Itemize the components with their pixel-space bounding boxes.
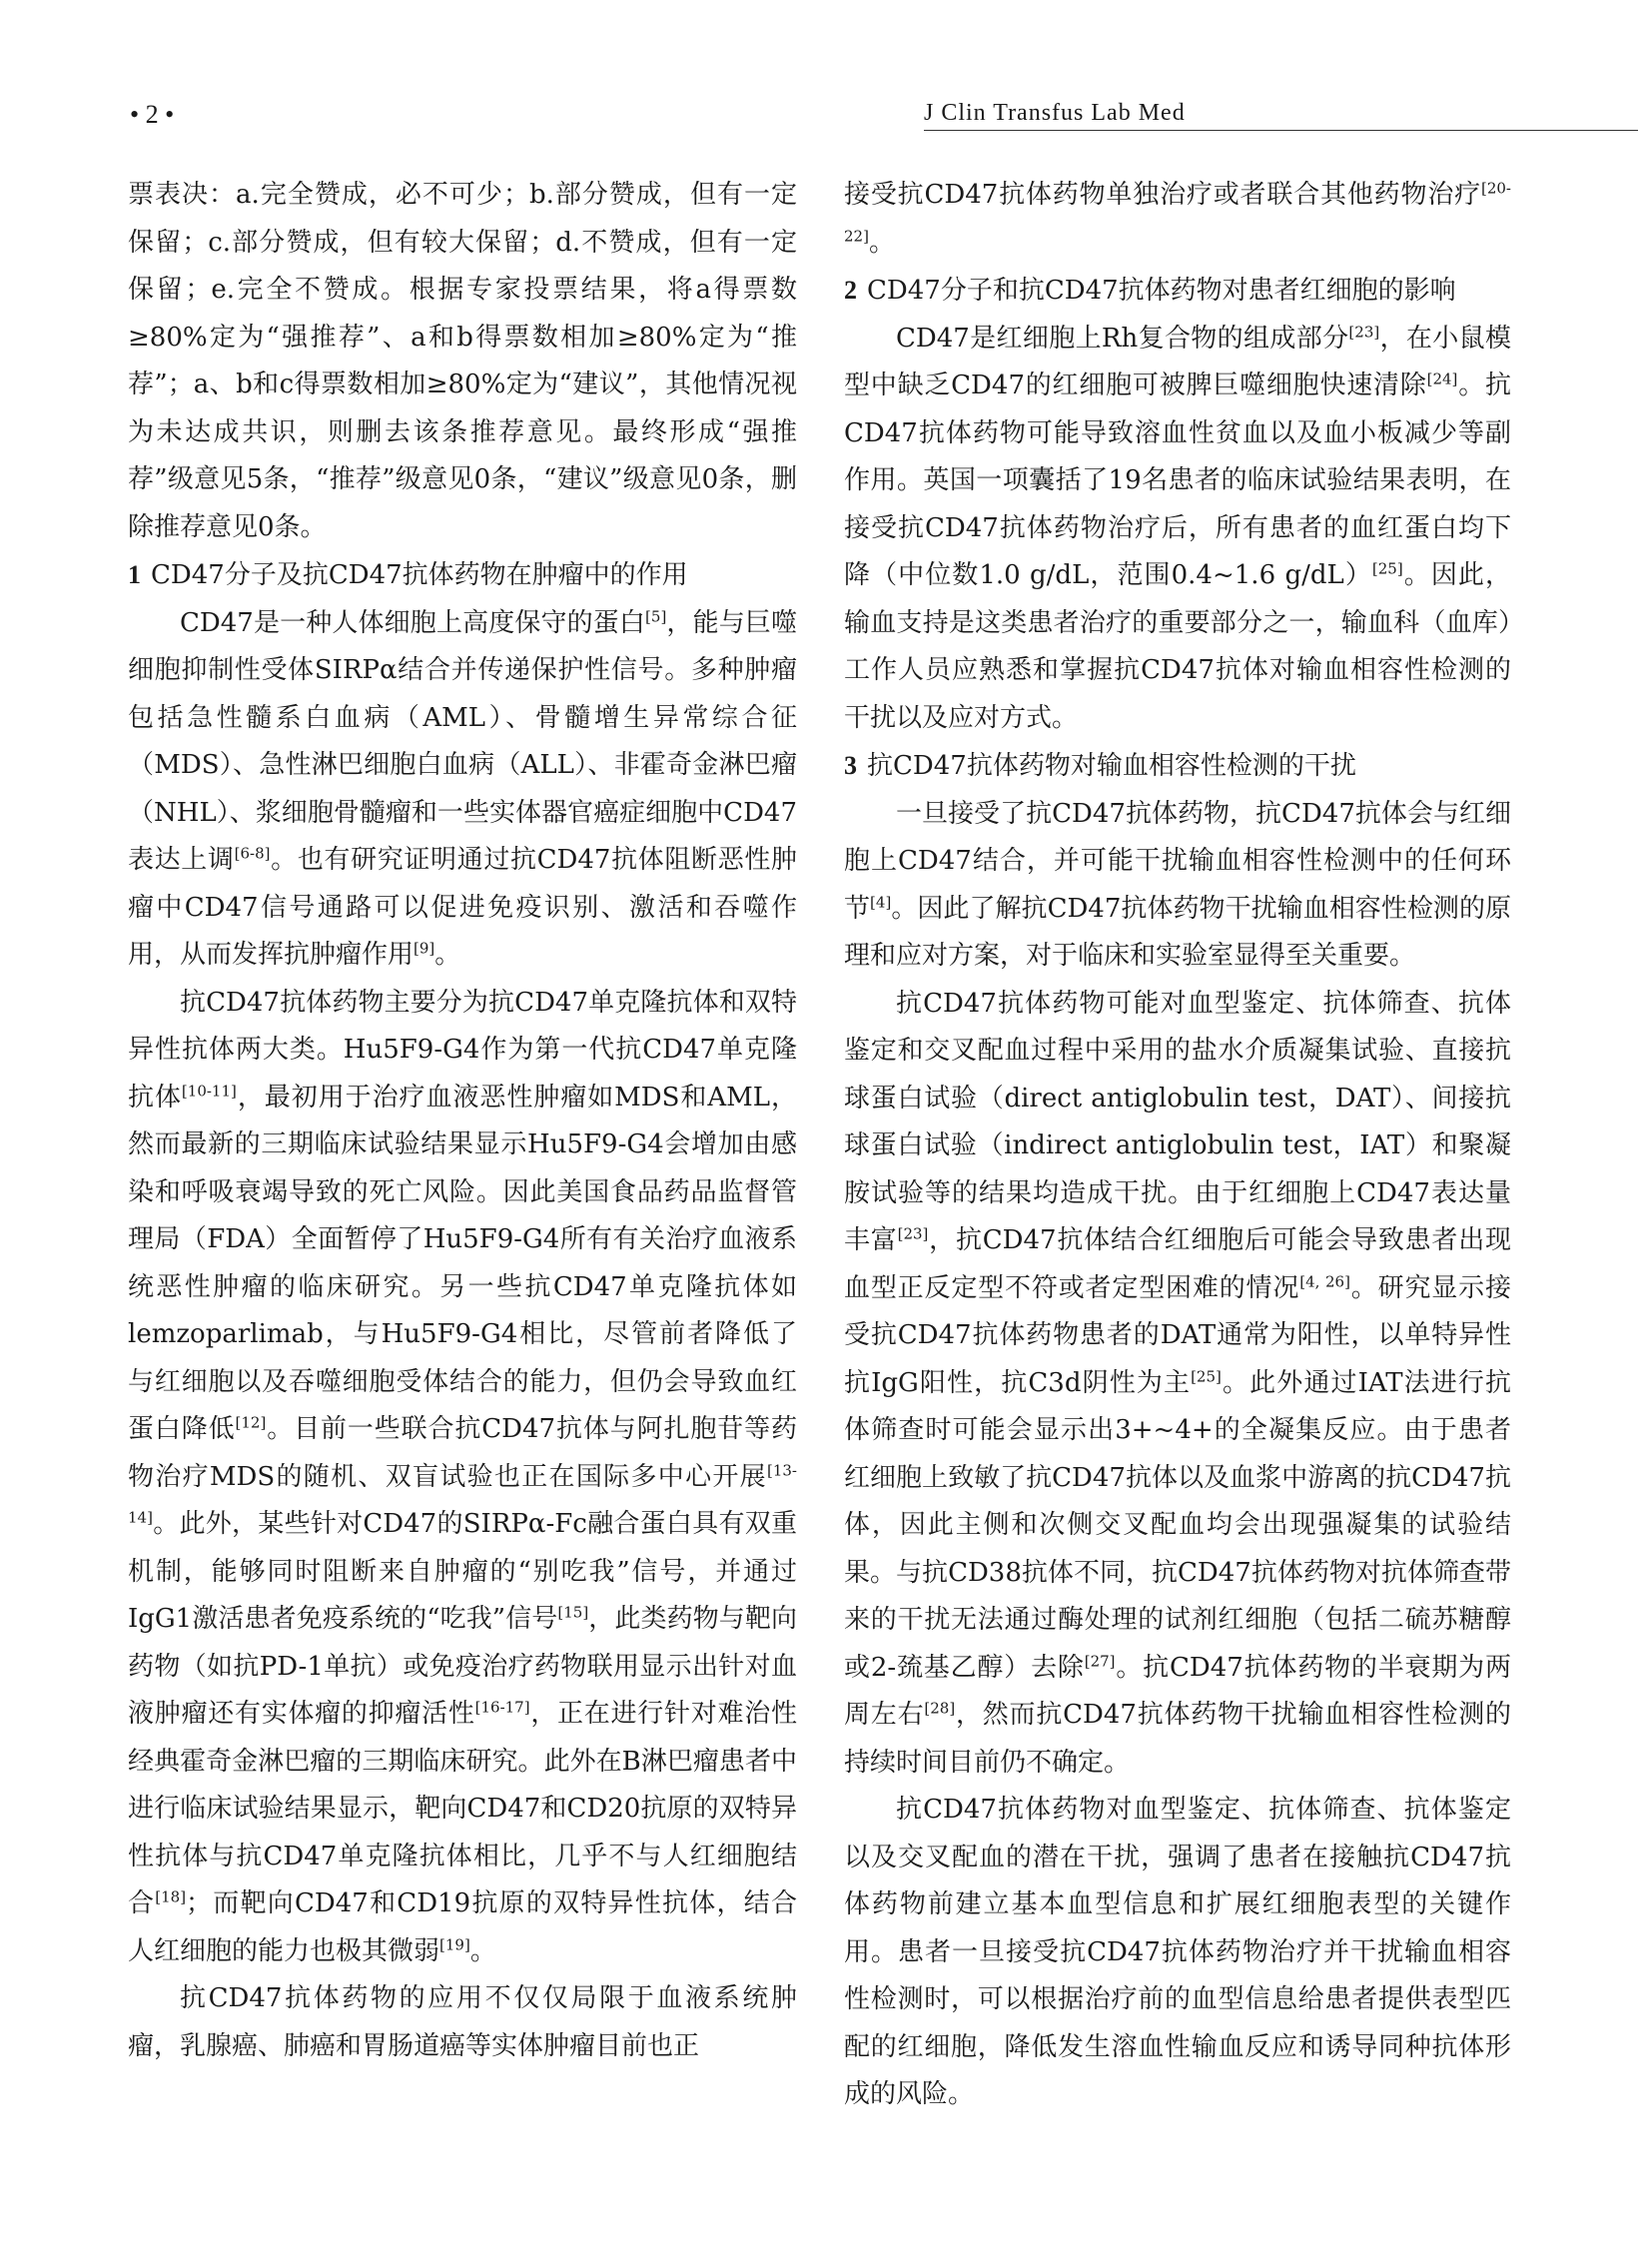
citation: [25] <box>1191 1366 1222 1385</box>
text-run: 。 <box>868 227 895 258</box>
section-title: CD47分子和抗CD47抗体药物对患者红细胞的影响 <box>867 276 1456 306</box>
text-run: 。 <box>434 940 461 970</box>
section-number: 3 <box>844 751 857 780</box>
citation: [24] <box>1426 370 1458 388</box>
text-run: ，能与巨噬细胞抑制性受体SIRPα结合并传递保护性信号。多种肿瘤包括急性髓系白血病（AML）、骨髓增生异常综合征（MDS）、急性淋巴细胞白血病（ALL）、非霍奇金淋巴瘤（NHL）、浆细胞骨髓瘤和一些实体器官癌症细胞中CD47表达上调 <box>128 607 797 875</box>
paragraph <box>844 172 1511 267</box>
section-title: CD47分子及抗CD47抗体药物在肿瘤中的作用 <box>151 560 688 590</box>
text-run: ，然而抗CD47抗体药物干扰输血相容性检测的持续时间目前仍不确定。 <box>844 1700 1511 1778</box>
text-run: 。 <box>469 1935 496 1966</box>
citation: [6-8] <box>234 844 271 863</box>
citation: [18] <box>155 1887 187 1906</box>
text-run: ；而靶向CD47和CD19抗原的双特异性抗体，结合人红细胞的能力也极其微弱 <box>128 1888 797 1966</box>
paragraph <box>844 981 1511 1788</box>
paragraph <box>128 600 797 980</box>
citation: [16-17] <box>474 1698 530 1717</box>
text-run: CD47是一种人体细胞上高度保守的蛋白 <box>180 607 646 638</box>
text-run: ，此类药物与靶向药物（如抗PD-1单抗）或免疫治疗药物联用显示出针对血液肿瘤还有实体瘤的抑瘤活性 <box>128 1604 797 1729</box>
paragraph <box>844 791 1511 981</box>
text-run: ，抗CD47抗体结合红细胞后可能会导致患者出现血型正反定型不符或者定型困难的情况 <box>844 1225 1511 1303</box>
text-run: 。也有研究证明通过抗CD47抗体阻断恶性肿瘤中CD47信号通路可以促进免疫识别、激活和吞噬作用，从而发挥抗肿瘤作用 <box>128 845 797 970</box>
citation: [20-22] <box>844 179 1511 245</box>
paragraph: 抗CD47抗体药物对血型鉴定、抗体筛查、抗体鉴定以及交叉配血的潜在干扰，强调了患者在接触抗CD47抗体药物前建立基本血型信息和扩展红细胞表型的关键作用。患者一旦接受抗CD47抗体药物治疗并干扰输血相容性检测时，可以根据治疗前的血型信息给患者提供表型匹配的红细胞，降低发生溶血性输血反应和诱导同种抗体形成的风险。 <box>844 1795 1511 2109</box>
text-run: 抗CD47抗体药物可能对血型鉴定、抗体筛查、抗体鉴定和交叉配血过程中采用的盐水介质凝集试验、直接抗球蛋白试验（direct antiglobulin test，DAT）、间接抗球蛋白试验（indirect antiglobulin test，IAT）和聚凝胺试验等的结果均造成干扰。由于红细胞上CD47表达量丰富 <box>844 988 1511 1255</box>
text-run: 接受抗CD47抗体药物单独治疗或者联合其他药物治疗 <box>844 180 1481 210</box>
right-column <box>844 172 1511 2119</box>
citation: [12] <box>235 1413 267 1432</box>
citation: [19] <box>439 1934 470 1953</box>
text-run: 。因此，输血支持是这类患者治疗的重要部分之一，输血科（血库）工作人员应熟悉和掌握抗CD47抗体对输血相容性检测的干扰以及应对方式。 <box>844 560 1511 733</box>
text-run: ，最初用于治疗血液恶性肿瘤如MDS和AML，然而最新的三期临床试验结果显示Hu5F9-G4会增加由感染和呼吸衰竭导致的死亡风险。因此美国食品药品监督管理局（FDA）全面暂停了Hu5F9-G4所有有关治疗血液系统恶性肿瘤的临床研究。另一些抗CD47单克隆抗体如lemzoparlimab，与Hu5F9-G4相比，尽管前者降低了与红细胞以及吞噬细胞受体结合的能力，但仍会导致血红蛋白降低 <box>128 1082 797 1444</box>
citation: [27] <box>1084 1651 1116 1670</box>
citation: [10-11] <box>181 1081 237 1100</box>
text-run: 抗CD47抗体药物主要分为抗CD47单克隆抗体和双特异性抗体两大类。Hu5F9-G4作为第一代抗CD47单克隆抗体 <box>128 987 797 1113</box>
citation: [9] <box>413 939 435 958</box>
text-run: 。目前一些联合抗CD47抗体与阿扎胞苷等药物治疗MDS的随机、双盲试验也正在国际多中心开展 <box>128 1414 797 1492</box>
section-number: 2 <box>844 276 857 305</box>
citation: [4] <box>870 892 892 911</box>
paragraph <box>844 316 1511 743</box>
citation: [4, 26] <box>1299 1271 1350 1290</box>
journal-title: J Clin Transfus Lab Med <box>924 100 1186 126</box>
text-run: 。因此了解抗CD47抗体药物干扰输血相容性检测的原理和应对方案，对于临床和实验室显得至关重要。 <box>844 893 1511 971</box>
citation: [15] <box>557 1603 589 1622</box>
citation: [23] <box>897 1224 929 1243</box>
header-rule <box>924 130 1638 131</box>
page-header <box>130 100 1508 140</box>
page-number: • 2 • <box>130 100 175 129</box>
section-heading-3 <box>844 742 1511 791</box>
citation: [28] <box>924 1699 956 1718</box>
text-run: 。抗CD47抗体药物的半衰期为两周左右 <box>844 1652 1512 1730</box>
paragraph: 票表决：a.完全赞成，必不可少；b.部分赞成，但有一定保留；c.部分赞成，但有较大保留；d.不赞成，但有一定保留；e.完全不赞成。根据专家投票结果，将a得票数≥80%定为“强推荐”、a和b得票数相加≥80%定为“推荐”；a、b和c得票数相加≥80%定为“建议”，其他情况视为未达成共识，则删去该条推荐意见。最终形成“强推荐”级意见5条，“推荐”级意见0条，“建议”级意见0条，删除推荐意见0条。 <box>128 180 797 542</box>
left-column <box>128 172 797 2070</box>
section-heading-2 <box>844 267 1511 316</box>
citation: [23] <box>1348 322 1380 341</box>
text-run: 一旦接受了抗CD47抗体药物，抗CD47抗体会与红细胞上CD47结合，并可能干扰输血相容性检测中的任何环节 <box>844 798 1511 924</box>
text-run: ，正在进行针对难治性经典霍奇金淋巴瘤的三期临床研究。此外在B淋巴瘤患者中进行临床试验结果显示，靶向CD47和CD20抗原的双特异性抗体与抗CD47单克隆抗体相比，几乎不与人红细胞结合 <box>128 1699 797 1918</box>
text-run: 。研究显示接受抗CD47抗体药物患者的DAT通常为阳性，以单特异性抗IgG阳性，抗C3d阴性为主 <box>844 1272 1511 1398</box>
citation: [13-14] <box>128 1460 797 1527</box>
text-run: 。此外通过IAT法进行抗体筛查时可能会显示出3+~4+的全凝集反应。由于患者红细胞上致敏了抗CD47抗体以及血浆中游离的抗CD47抗体，因此主侧和次侧交叉配血均会出现强凝集的试验结果。与抗CD38抗体不同，抗CD47抗体药物对抗体筛查带来的干扰无法通过酶处理的试剂红细胞（包括二硫苏糖醇或2-巯基乙醇）去除 <box>844 1367 1512 1683</box>
text-run: ，在小鼠模型中缺乏CD47的红细胞可被脾巨噬细胞快速清除 <box>844 323 1511 400</box>
text-run: 。抗CD47抗体药物可能导致溶血性贫血以及血小板减少等副作用。英国一项囊括了19名患者的临床试验结果表明，在接受抗CD47抗体药物治疗后，所有患者的血红蛋白均下降（中位数1.0 g/dL，范围0.4~1.6 g/dL） <box>844 371 1511 590</box>
section-title: 抗CD47抗体药物对输血相容性检测的干扰 <box>867 751 1356 781</box>
section-number: 1 <box>128 560 141 589</box>
text-run: CD47是红细胞上Rh复合物的组成部分 <box>896 323 1349 354</box>
paragraph <box>128 980 797 1976</box>
citation: [5] <box>645 606 667 625</box>
paragraph: 抗CD47抗体药物的应用不仅仅局限于血液系统肿瘤，乳腺癌、肺癌和胃肠道癌等实体肿瘤目前也正 <box>128 1983 797 2061</box>
citation: [25] <box>1371 559 1403 578</box>
text-run: 。此外，某些针对CD47的SIRPα-Fc融合蛋白具有双重机制，能够同时阻断来自肿瘤的“别吃我”信号，并通过IgG1激活患者免疫系统的“吃我”信号 <box>128 1509 797 1634</box>
section-heading-1 <box>128 551 797 600</box>
